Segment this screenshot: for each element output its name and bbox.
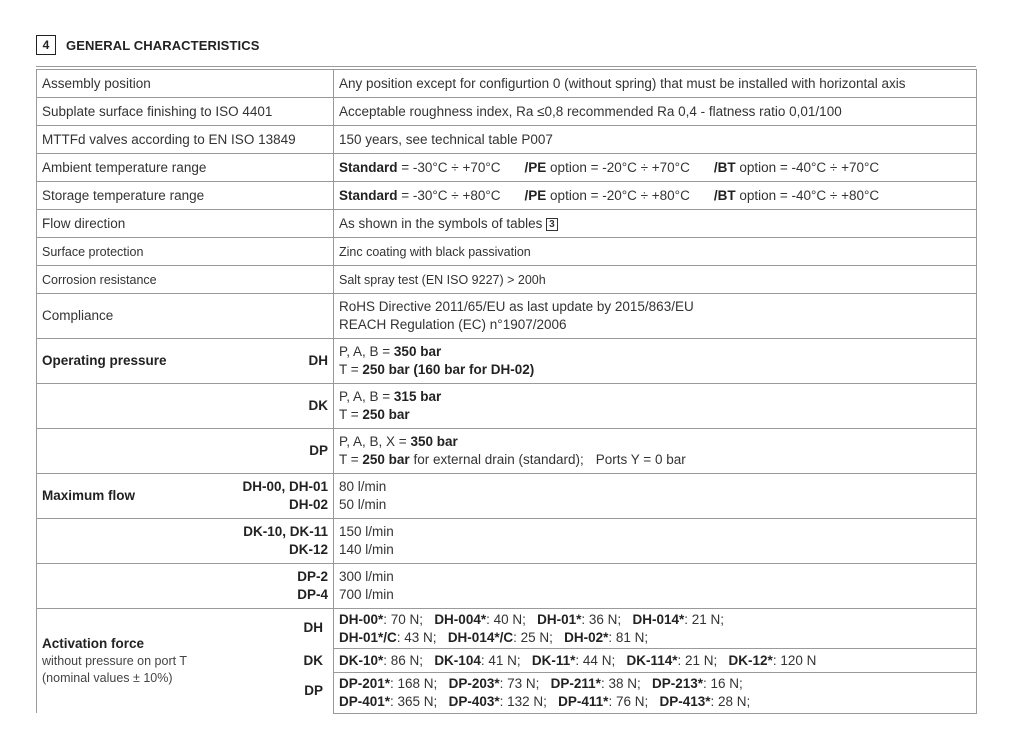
row-value: 150 l/min 140 l/min xyxy=(334,519,977,564)
activation-force-item: DP-411*: 76 N; xyxy=(558,693,649,709)
activation-force-item: DP-203*: 73 N; xyxy=(448,675,540,691)
activation-force-item: DK-11*: 44 N; xyxy=(531,652,616,668)
activation-force-item: DK-10*: 86 N; xyxy=(339,652,424,668)
table-row xyxy=(37,98,977,126)
activation-force-item: DH-00*: 70 N; xyxy=(339,611,424,627)
table-row-maximum-flow-dh xyxy=(37,474,977,519)
row-value-dp xyxy=(334,673,977,713)
row-label: Flow direction xyxy=(37,210,334,238)
row-label: Corrosion resistance xyxy=(37,266,334,294)
row-label: Compliance xyxy=(37,294,334,339)
table-row-activation-force-dh xyxy=(37,609,977,649)
row-label: DP xyxy=(37,429,334,474)
table-row-operating-pressure-dk xyxy=(37,384,977,429)
row-value: RoHS Directive 2011/65/EU as last update by 2015/863/EU REACH Regulation (EC) n°1907/2006 xyxy=(334,294,977,339)
activation-force-item: DP-211*: 38 N; xyxy=(550,675,641,691)
activation-force-item: DH-01*: 36 N; xyxy=(537,611,622,627)
activation-force-item: DH-01*/C: 43 N; xyxy=(339,629,437,645)
table-reference-box: 3 xyxy=(546,218,558,231)
activation-force-item: DK-114*: 21 N; xyxy=(626,652,718,668)
table-row xyxy=(37,238,977,266)
section-number: 4 xyxy=(36,35,56,55)
table-row xyxy=(37,266,977,294)
table-row xyxy=(37,294,977,339)
row-label: DK-10, DK-11 DK-12 xyxy=(37,519,334,564)
operating-pressure-label: Operating pressure xyxy=(42,353,167,368)
table-row-operating-pressure-dh xyxy=(37,339,977,384)
activation-force-item: DP-213*: 16 N; xyxy=(652,675,743,691)
activation-force-item: DK-12*: 120 N xyxy=(728,652,817,668)
activation-force-item: DH-014*/C: 25 N; xyxy=(447,629,553,645)
table-row xyxy=(37,210,977,238)
activation-force-item: DH-02*: 81 N; xyxy=(564,629,649,645)
activation-force-item: DH-014*: 21 N; xyxy=(632,611,725,627)
header-rule xyxy=(36,66,976,67)
row-value: P, A, B = 350 bar T = 250 bar (160 bar for DH-02) xyxy=(334,339,977,384)
row-value: 80 l/min 50 l/min xyxy=(334,474,977,519)
activation-force-item: DP-413*: 28 N; xyxy=(659,693,751,709)
row-label: MTTFd valves according to EN ISO 13849 xyxy=(37,126,334,154)
activation-force-item: DK-104: 41 N; xyxy=(434,652,521,668)
row-label: Assembly position xyxy=(37,70,334,98)
characteristics-table xyxy=(36,69,977,714)
row-value: Standard = -30°C ÷ +80°C /PE option = -20°C ÷ +80°C /BT option = -40°C ÷ +80°C xyxy=(334,182,977,210)
row-value: Zinc coating with black passivation xyxy=(334,238,977,266)
maximum-flow-label: Maximum flow xyxy=(42,488,136,503)
table-row-maximum-flow-dk xyxy=(37,519,977,564)
table-row-operating-pressure-dp xyxy=(37,429,977,474)
row-value: 300 l/min 700 l/min xyxy=(334,564,977,609)
activation-force-caption: Activation force without pressure on port T (nominal values ± 10%) xyxy=(42,636,187,685)
row-label: DK xyxy=(37,384,334,429)
table-row xyxy=(37,126,977,154)
table-row xyxy=(37,154,977,182)
activation-force-item: DP-401*: 365 N; xyxy=(339,693,438,709)
section-title: GENERAL CHARACTERISTICS xyxy=(66,37,260,53)
row-value: Standard = -30°C ÷ +70°C /PE option = -20°C ÷ +70°C /BT option = -40°C ÷ +70°C xyxy=(334,154,977,182)
row-value: Salt spray test (EN ISO 9227) > 200h xyxy=(334,266,977,294)
row-label: Surface protection xyxy=(37,238,334,266)
row-label: Activation force without pressure on port T (nominal values ± 10%) DH DK DP xyxy=(37,609,334,714)
row-label: Storage temperature range xyxy=(37,182,334,210)
row-value: P, A, B, X = 350 bar T = 250 bar for external drain (standard); Ports Y = 0 bar xyxy=(334,429,977,474)
table-row-maximum-flow-dp xyxy=(37,564,977,609)
row-value: Any position except for configurtion 0 (without spring) that must be installed with horizontal axis xyxy=(334,70,977,98)
row-value-dk xyxy=(334,649,977,673)
row-value: As shown in the symbols of tables 3 xyxy=(334,210,977,238)
table-row xyxy=(37,182,977,210)
row-value: 150 years, see technical table P007 xyxy=(334,126,977,154)
activation-force-item: DH-004*: 40 N; xyxy=(434,611,526,627)
row-value: P, A, B = 315 bar T = 250 bar xyxy=(334,384,977,429)
activation-force-item: DP-403*: 132 N; xyxy=(448,693,547,709)
row-value: Acceptable roughness index, Ra ≤0,8 recommended Ra 0,4 - flatness ratio 0,01/100 xyxy=(334,98,977,126)
row-label: Subplate surface finishing to ISO 4401 xyxy=(37,98,334,126)
activation-force-item: DP-201*: 168 N; xyxy=(339,675,438,691)
row-label: Maximum flow DH-00, DH-01 DH-02 xyxy=(37,474,334,519)
section-header xyxy=(36,34,259,56)
row-label: Operating pressure DH xyxy=(37,339,334,384)
row-label: DP-2 DP-4 xyxy=(37,564,334,609)
row-label: Ambient temperature range xyxy=(37,154,334,182)
row-value-dh xyxy=(334,609,977,649)
table-row xyxy=(37,70,977,98)
